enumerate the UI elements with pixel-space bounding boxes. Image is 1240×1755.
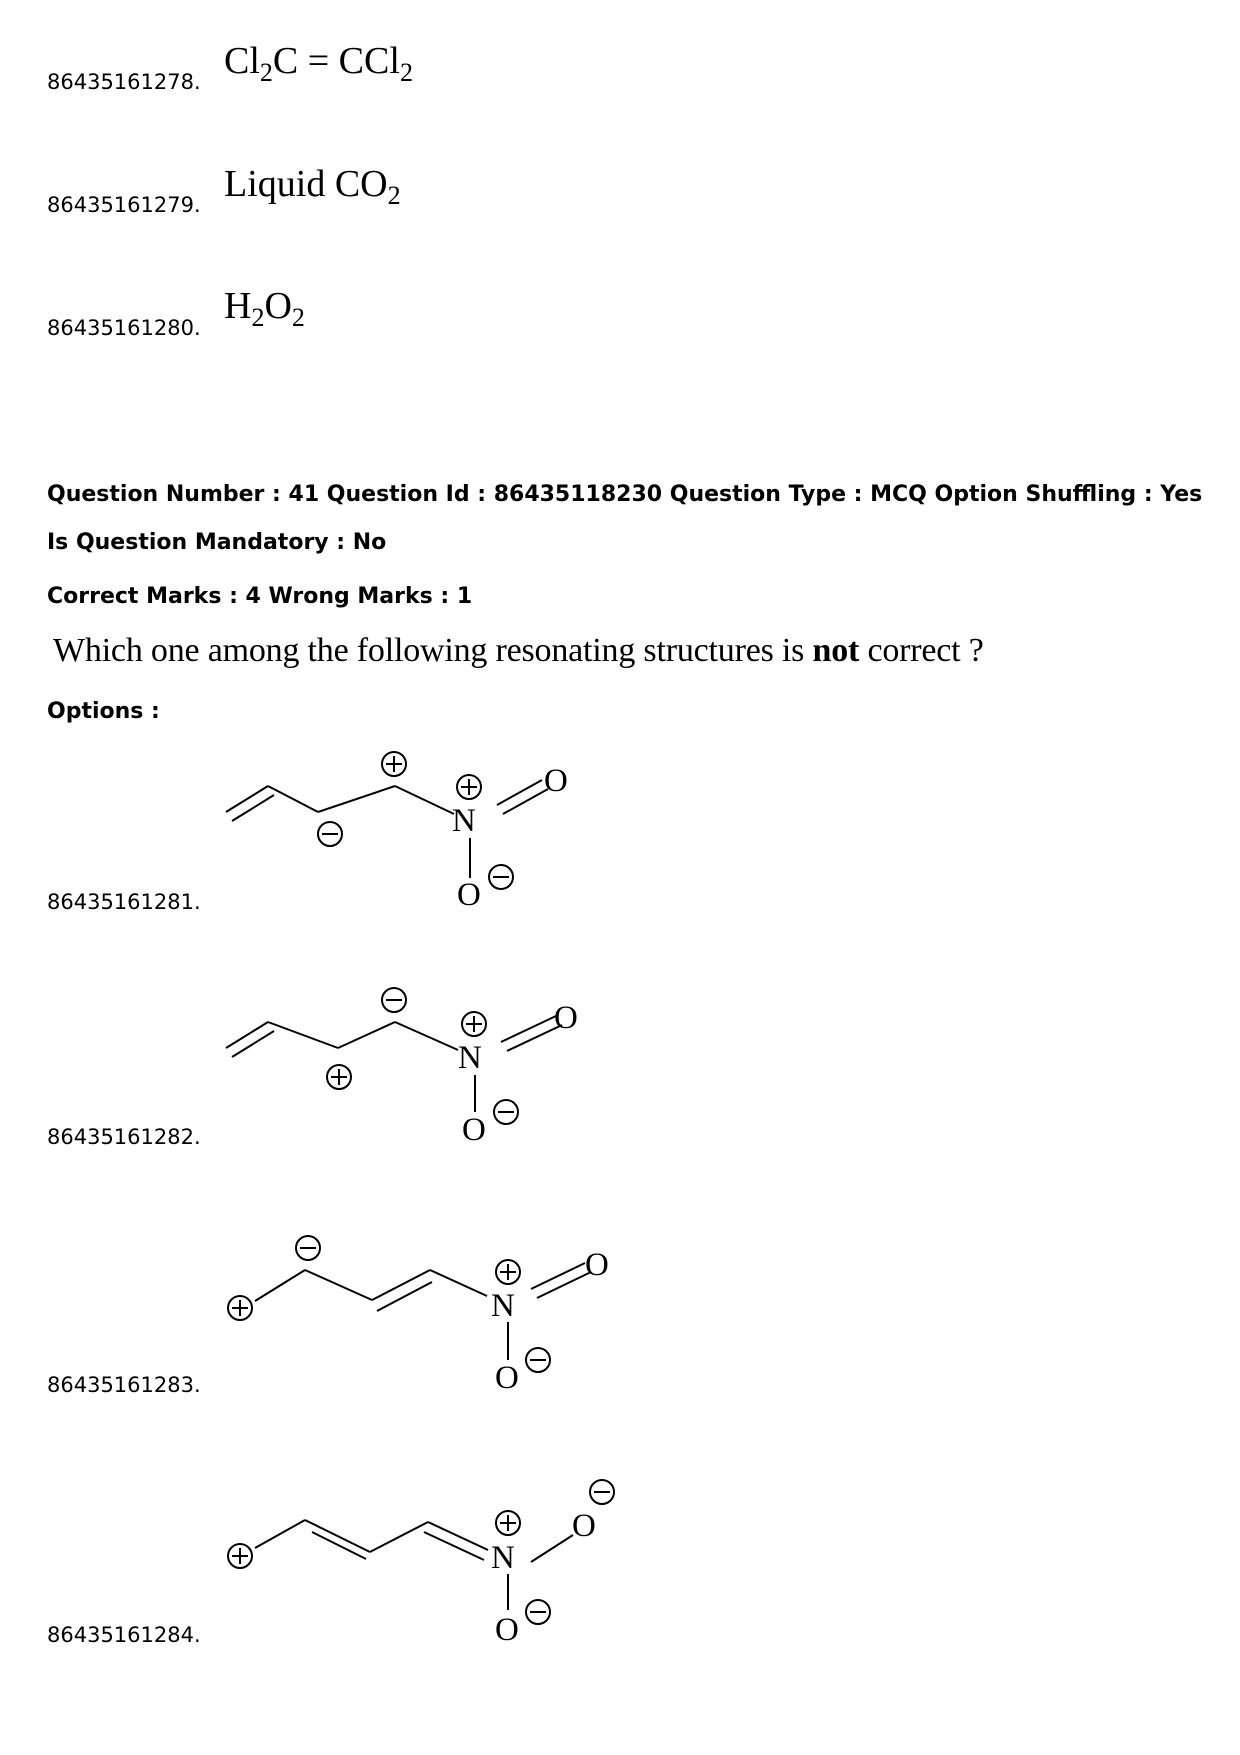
option-number: 86435161279. (47, 193, 201, 217)
question-text-emphasis: not (812, 632, 860, 669)
atom-n: N (491, 1288, 515, 1324)
option-number: 86435161284. (47, 1623, 201, 1647)
atom-o: O (572, 1508, 596, 1544)
option-number: 86435161278. (47, 70, 201, 94)
option-number: 86435161280. (47, 316, 201, 340)
formula-subscript: 2 (399, 58, 413, 87)
positive-charge-icon (496, 1511, 520, 1535)
atom-o: O (544, 763, 568, 799)
question-header: Question Number : 41 Question Id : 86435118230 Question Type : MCQ Option Shuffling : Yes (47, 482, 1203, 507)
negative-charge-icon (526, 1600, 550, 1624)
structure-bonds (255, 1520, 573, 1610)
options-label: Options : (47, 699, 160, 724)
option-number: 86435161281. (47, 890, 201, 914)
option-number: 86435161282. (47, 1125, 201, 1149)
formula-part: O (264, 285, 292, 327)
atom-o: O (457, 877, 481, 913)
atom-n: N (491, 1540, 515, 1576)
formula-part: C = CCl (272, 40, 400, 82)
atom-o: O (554, 1000, 578, 1036)
atom-n: N (458, 1040, 482, 1076)
positive-charge-icon (228, 1544, 252, 1568)
option-number: 86435161283. (47, 1373, 201, 1397)
atom-o: O (495, 1360, 519, 1396)
formula-subscript: 2 (251, 303, 265, 332)
negative-charge-icon (590, 1480, 614, 1504)
formula-subscript: 2 (387, 181, 401, 210)
question-text-part: correct ? (859, 632, 984, 669)
formula-part: Liquid CO (224, 163, 388, 205)
atom-o: O (585, 1247, 609, 1283)
formula-part: H (224, 285, 252, 327)
formula-subscript: 2 (259, 58, 273, 87)
question-text-part: Which one among the following resonating structures is (53, 632, 813, 669)
atom-n: N (452, 803, 476, 839)
formula-subscript: 2 (291, 303, 305, 332)
question-mandatory: Is Question Mandatory : No (47, 530, 387, 555)
atom-o: O (495, 1612, 519, 1648)
formula-part: Cl (224, 40, 260, 82)
question-marks: Correct Marks : 4 Wrong Marks : 1 (47, 584, 473, 609)
atom-o: O (462, 1112, 486, 1148)
